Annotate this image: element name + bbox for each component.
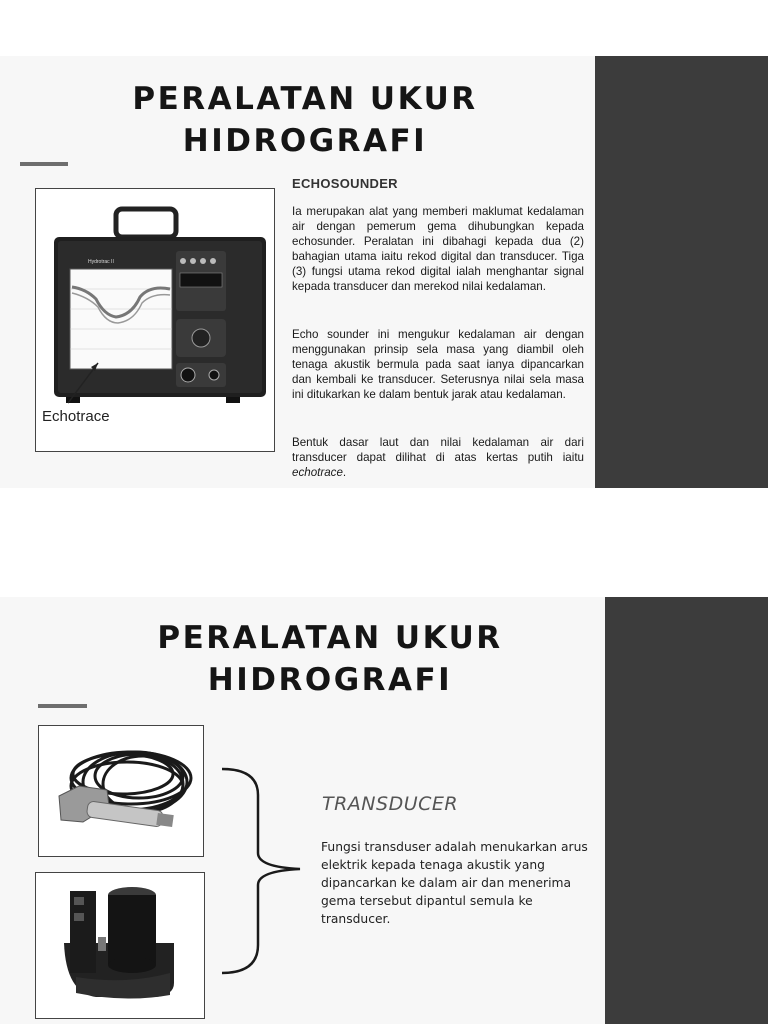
title-accent-line <box>20 162 68 166</box>
title-line-1: PERALATAN UKUR <box>157 620 503 656</box>
title-line-1: PERALATAN UKUR <box>132 81 478 117</box>
paragraph-3-italic: echotrace <box>292 466 343 480</box>
transducer-sensor-image <box>35 872 205 1019</box>
title-line-2: HIDROGRAFI <box>207 662 453 698</box>
paragraph-3-text: Bentuk dasar laut dan nilai kedalaman air dari transducer dapat dilihat di atas kertas putih iaitu <box>292 436 584 465</box>
echosounder-image <box>35 188 275 452</box>
title-line-2: HIDROGRAFI <box>182 123 428 159</box>
transducer-paragraph: Fungsi transduser adalah menukarkan arus elektrik kepada tenaga akustik yang dipancarkan ke dalam air dan menerima gema tersebut dipantul semula ke transducer. <box>321 840 588 926</box>
slide-title <box>120 617 540 701</box>
transducer-cable-illustration <box>39 726 203 856</box>
transducer-cable-image <box>38 725 204 857</box>
side-dark-panel <box>605 597 768 1024</box>
title-accent-line <box>38 704 87 708</box>
transducer-sensor-illustration <box>36 873 204 1018</box>
slide-title <box>100 78 510 162</box>
echotrace-caption: Echotrace <box>42 408 110 425</box>
slide-echosounder <box>0 56 768 488</box>
svg-text:Hydrotrac II: Hydrotrac II <box>88 259 114 265</box>
echosounder-paragraph-3 <box>292 435 584 480</box>
transducer-heading: TRANSDUCER <box>322 793 459 815</box>
echosounder-paragraph-2: Echo sounder ini mengukur kedalaman air dengan menggunakan prinsip sela masa yang diambil oleh tenaga akustik bermula pada saat ianya dipancarkan dan kembali ke transducer. Seterusnya nilai sela masa ini ditukarkan ke dalam bentuk jarak atau kedalaman. <box>292 328 584 402</box>
slide-transducer <box>0 597 768 1024</box>
curly-brace-connector <box>218 765 308 977</box>
side-dark-panel <box>595 56 768 488</box>
echosounder-heading: ECHOSOUNDER <box>292 176 398 191</box>
paragraph-3-suffix: . <box>342 466 347 480</box>
echosounder-paragraph-1: Ia merupakan alat yang memberi maklumat kedalaman air dengan pemerum gema dihubungkan kepada echosunder. Peralatan ini dibahagi kepada dua (2) bahagian utama iaitu rekod digital dan transducer. Tiga (3) fungsi utama rekod digital ialah menghantar signal kepada transducer dan merekod nilai kedalaman. <box>292 205 584 294</box>
